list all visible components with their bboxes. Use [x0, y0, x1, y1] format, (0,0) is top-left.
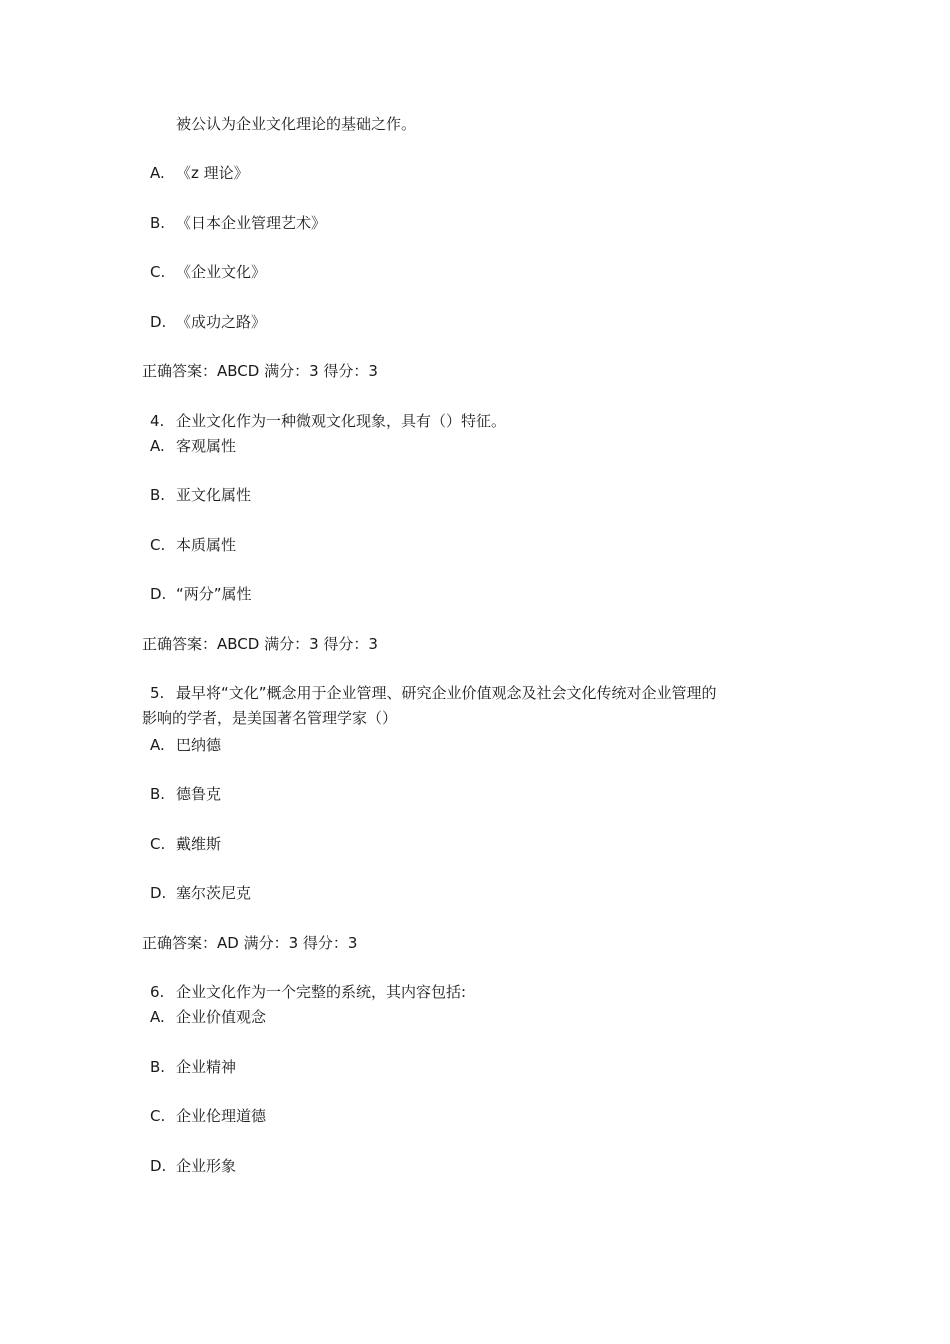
option-text: 《z 理论》	[176, 164, 249, 182]
option-text: 《企业文化》	[176, 263, 267, 281]
option-letter: A.	[150, 164, 165, 182]
question-text: 企业文化作为一种微观文化现象，具有（）特征。	[176, 412, 507, 430]
option-letter: A.	[150, 1008, 165, 1026]
option-text: 企业伦理道德	[176, 1107, 267, 1125]
option-letter: D.	[150, 884, 167, 902]
q5-option-b	[150, 783, 221, 805]
q4-stem	[142, 410, 506, 432]
q5-answer: 正确答案：AD 满分：3 得分：3	[142, 934, 358, 952]
q5-option-a	[150, 734, 221, 756]
q3-answer: 正确答案：ABCD 满分：3 得分：3	[142, 362, 378, 380]
option-text: 塞尔茨尼克	[176, 884, 252, 902]
q3-stem-tail: 被公认为企业文化理论的基础之作。	[176, 115, 417, 133]
q3-option-c	[150, 261, 266, 283]
option-letter: C.	[150, 536, 166, 554]
q5-stem-line2: 影响的学者，是美国著名管理学家（）	[142, 709, 398, 727]
option-text: 本质属性	[176, 536, 237, 554]
q5-option-d	[150, 882, 251, 904]
option-text: 亚文化属性	[176, 486, 252, 504]
option-text: “两分”属性	[176, 585, 252, 603]
option-text: 《日本企业管理艺术》	[176, 214, 327, 232]
q4-option-d	[150, 583, 252, 605]
option-letter: D.	[150, 585, 167, 603]
question-number: 5.	[150, 684, 165, 702]
option-letter: C.	[150, 263, 166, 281]
q4-option-b	[150, 484, 251, 506]
option-letter: C.	[150, 1107, 166, 1125]
question-text: 最早将“文化”概念用于企业管理、研究企业价值观念及社会文化传统对企业管理的	[176, 684, 717, 702]
option-letter: C.	[150, 835, 166, 853]
option-text: 企业精神	[176, 1058, 237, 1076]
option-letter: B.	[150, 785, 166, 803]
q4-answer: 正确答案：ABCD 满分：3 得分：3	[142, 635, 378, 653]
option-letter: A.	[150, 736, 165, 754]
q3-option-a	[150, 162, 249, 184]
q3-option-d	[150, 311, 266, 333]
option-text: 客观属性	[176, 437, 237, 455]
option-text: 企业形象	[176, 1157, 237, 1175]
q6-option-d	[150, 1155, 236, 1177]
option-text: 德鲁克	[176, 785, 222, 803]
option-letter: D.	[150, 1157, 167, 1175]
q6-stem	[142, 981, 466, 1003]
q5-option-c	[150, 833, 221, 855]
option-text: 《成功之路》	[176, 313, 267, 331]
q6-option-a	[150, 1006, 266, 1028]
q4-option-a	[150, 435, 236, 457]
option-letter: B.	[150, 486, 166, 504]
option-letter: A.	[150, 437, 165, 455]
q4-option-c	[150, 534, 236, 556]
q3-option-b	[150, 212, 326, 234]
option-text: 企业价值观念	[176, 1008, 267, 1026]
option-letter: D.	[150, 313, 167, 331]
question-number: 6.	[150, 983, 165, 1001]
option-text: 巴纳德	[176, 736, 222, 754]
q6-option-c	[150, 1105, 266, 1127]
option-letter: B.	[150, 1058, 166, 1076]
option-text: 戴维斯	[176, 835, 222, 853]
q6-option-b	[150, 1056, 236, 1078]
question-text: 企业文化作为一个完整的系统，其内容包括:	[176, 983, 467, 1001]
option-letter: B.	[150, 214, 166, 232]
q5-stem-line1	[142, 682, 717, 704]
question-number: 4.	[150, 412, 165, 430]
